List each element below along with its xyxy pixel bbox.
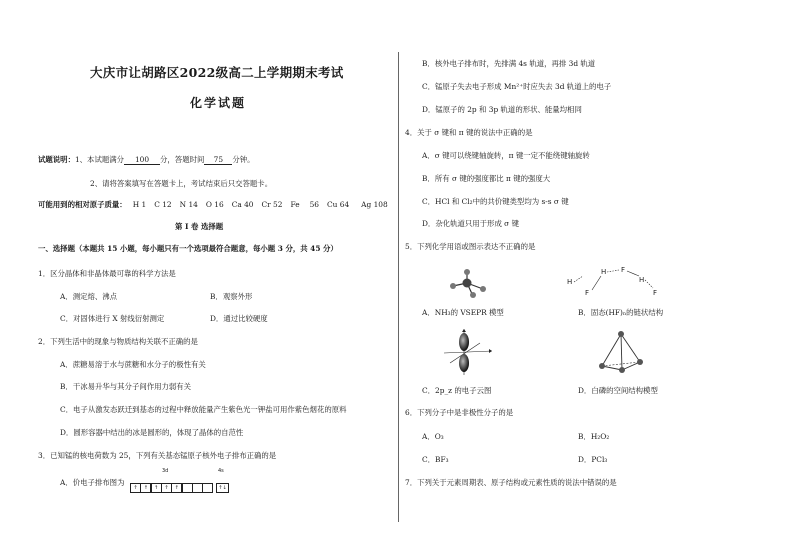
q6-stem: 6．下列分子中是非极性分子的是 [405,408,514,417]
orbital-box: ↑ [140,483,151,493]
orbital-box: ↑ [161,483,172,493]
instr-text-a: 1、本试题满分 [74,155,125,164]
q3-stem: 3．已知锰的核电荷数为 25，下列有关基态锰原子核外电子排布正确的是 [38,451,277,460]
q1-option-d: D．通过比较硬度 [210,314,268,323]
orbital-4s-box [216,477,228,496]
q3-option-a [60,478,124,487]
q6-option-c: C．BF₃ [422,455,449,464]
orbital-3d-boxes [130,477,213,496]
mass-c: C 12 [154,200,172,209]
mass-cu: Cu 64 [326,200,350,209]
instr-text-b: 分，答题时间 [160,155,205,164]
2pz-electron-cloud-image [440,327,496,377]
q4-stem: 4．关于 σ 键和 π 键的说法中正确的是 [405,128,533,137]
q1-option-a: A．测定熔、沸点 [60,292,118,301]
q2-option-c: C．电子从激发态跃迁到基态的过程中释放能量产生紫色光一钾盐可用作紫色烟花的原料 [60,405,347,414]
q3-option-c: C．锰原子失去电子形成 Mn²⁺时应失去 3d 轨道上的电子 [422,82,612,91]
q6-option-b: B．H₂O₂ [578,432,610,441]
q5-option-a: A．NH₃的 VSEPR 模型 [422,308,504,317]
orbital-box: ↑ [171,483,182,493]
q3-option-d: D．锰原子的 2p 和 3p 轨道的形状、能量均相同 [422,105,582,114]
mass-fe: Fe [290,200,300,209]
label-3d: 3d [162,468,169,474]
hf-atom-label: H [639,276,645,284]
mass-h: H 1 [132,200,147,209]
q3-option-a-text: A．价电子排布图为 [60,478,125,487]
white-phosphorus-structure-image [598,330,644,374]
orbital-box [202,483,213,493]
mass-cr: Cr 52 [261,200,283,209]
q3-option-b: B．核外电子排布时，先排满 4s 轨道，再排 3d 轨道 [422,59,596,68]
instructions-label: 试题说明： [38,155,75,164]
instr-text-c: 分钟。 [232,155,255,164]
exam-title: 大庆市让胡路区2022级高二上学期期末考试 [90,65,344,80]
hf-atom-label: F [621,266,626,274]
mass-ca: Ca 40 [231,200,254,209]
q4-option-b: B．所有 σ 键的强度都比 π 键的强度大 [422,174,551,183]
orbital-box: ↑ [151,483,162,493]
q2-option-a: A．蔗糖易溶于水与蔗糖和水分子的极性有关 [60,360,206,369]
q7-stem: 7．下列关于元素周期表、原子结构或元素性质的说法中错误的是 [405,478,617,487]
hf-atom-label: H [601,268,607,276]
mass-ag: Ag 108 [361,200,388,209]
mass-fe-value: 56 [309,200,319,209]
q1-stem: 1．区分晶体和非晶体最可靠的科学方法是 [38,269,176,278]
hf-atom-label: F [653,289,658,296]
q5-option-d: D．白磷的空间结构模型 [578,386,658,395]
mass-o: O 16 [205,200,224,209]
instructions-line-2: 2、请将答案填写在答题卡上，考试结束后只交答题卡。 [90,179,273,188]
score-value: 100 [124,156,160,165]
q1-option-b: B．观察外形 [210,292,253,301]
time-value: 75 [204,156,232,165]
atomic-masses-line [38,200,388,209]
atomic-masses-label: 可能用到的相对原子质量： [38,200,127,209]
q1-option-c: C．对固体进行 X 射线衍射测定 [60,314,165,323]
q2-stem: 2．下列生活中的现象与物质结构关联不正确的是 [38,337,198,346]
column-divider [398,52,399,522]
orbital-box: ↑ [130,483,141,493]
q2-option-d: D．圆形容器中结出的冰是圆形的，体现了晶体的自范性 [60,428,244,437]
q4-option-c: C．HCl 和 Cl₂中的共价键类型均为 s-s σ 键 [422,197,569,206]
q6-option-a: A．O₃ [422,432,444,441]
label-4s: 4s [218,468,224,474]
q5-option-b: B．固态(HF)ₙ的链状结构 [578,308,664,317]
q4-option-a: A．σ 键可以绕键轴旋转，π 键一定不能绕键轴旋转 [422,151,590,160]
hf-atom-label: H [567,278,573,286]
instructions-line-1 [38,155,255,165]
hf-chain-structure-image [565,262,665,296]
q5-option-c: C．2p_z 的电子云图 [422,386,492,395]
q5-stem: 5．下列化学用语或图示表达不正确的是 [405,242,536,251]
q6-option-d: D．PCl₃ [578,455,608,464]
mass-n: N 14 [179,200,198,209]
q2-option-b: B．干冰易升华与其分子间作用力弱有关 [60,382,192,391]
section-heading: 一、选择题（本题共 15 小题，每小题只有一个选项最符合题意，每小题 3 分，共 45 分） [38,244,338,253]
orbital-diagram [130,468,240,490]
hf-atom-label: F [585,289,590,296]
orbital-box: ↑↓ [216,483,229,493]
q4-option-d: D．杂化轨道只用于形成 σ 键 [422,219,519,228]
nh3-vsepr-model-image [445,268,495,300]
section-title: 第 I 卷 选择题 [175,222,224,231]
subject-title: 化学试题 [190,96,247,110]
